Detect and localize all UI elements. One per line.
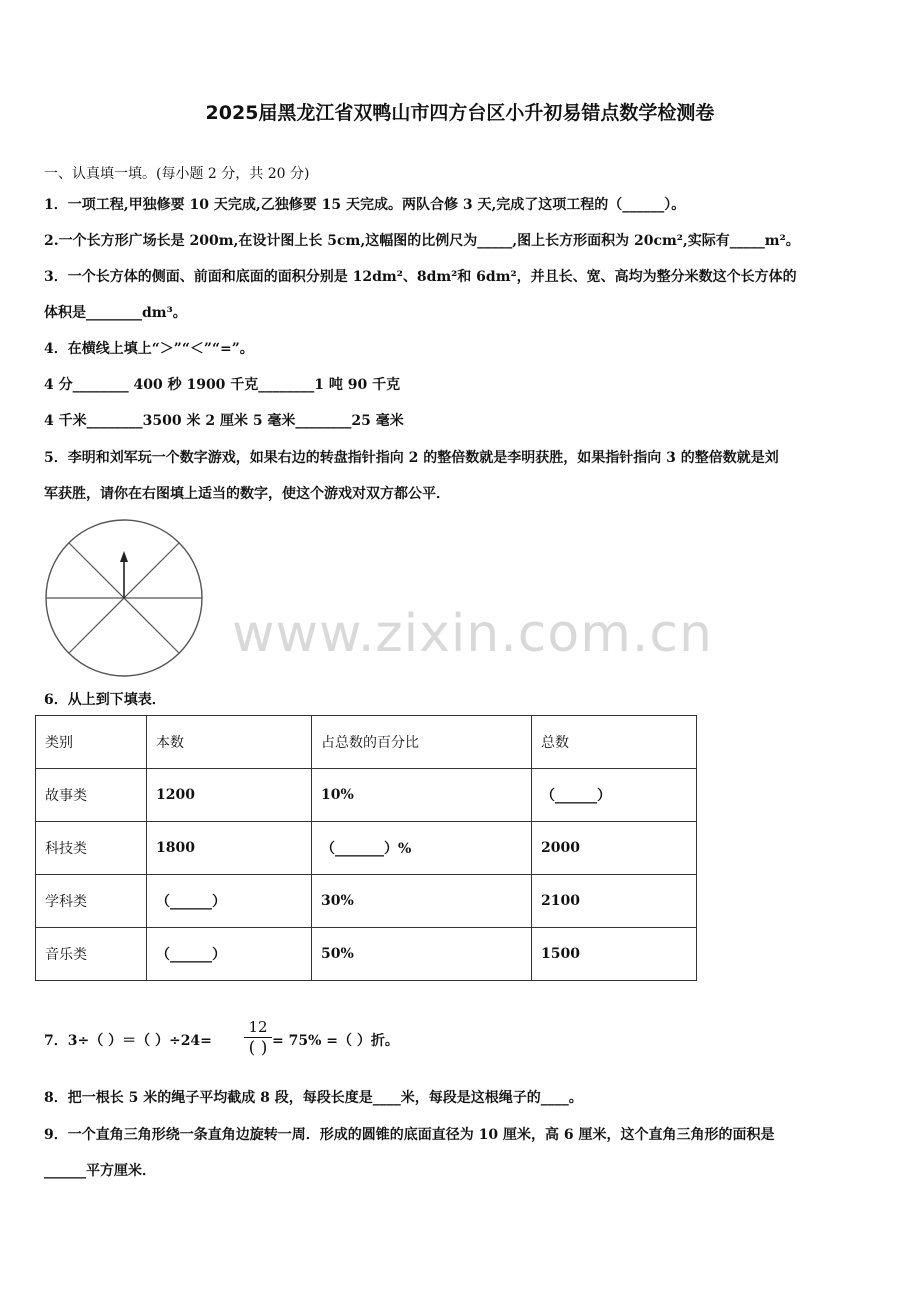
table-cell: 音乐类 [36,928,147,981]
question-4-row-1: 4 分________ 400 秒 1900 千克________1 吨 90 千克 [44,377,401,393]
question-9-line-2: ______平方厘米． [44,1163,156,1179]
table-cell: 30% [312,875,532,928]
table-row [36,822,697,875]
table-cell: 科技类 [36,822,147,875]
question-7-left: 7．3÷（ ）＝（ ）÷24= [44,1033,212,1049]
fraction-numerator: 12 [244,1018,272,1038]
table-row [36,928,697,981]
table-cell: （______） [147,875,312,928]
question-7-fraction [244,1018,272,1058]
question-8: 8．把一根长 5 米的绳子平均截成 8 段，每段长度是____米，每段是这根绳子的____。 [44,1090,583,1106]
spinner-diagram [42,516,206,680]
question-7-right: = 75% =（ ）折。 [272,1033,399,1049]
question-1: 1．一项工程,甲独修要 10 天完成,乙独修要 15 天完成。两队合修 3 天,完成了这项工程的（______）。 [44,197,686,213]
table-header-cell: 总数 [532,716,697,769]
table-cell: （_______）% [312,822,532,875]
table-cell: 学科类 [36,875,147,928]
table-cell: 1800 [147,822,312,875]
question-6: 6．从上到下填表． [44,692,166,708]
question-4: 4．在横线上填上“＞”“＜”“=”。 [44,341,254,357]
table-header-cell: 占总数的百分比 [312,716,532,769]
table-header-cell: 类别 [36,716,147,769]
watermark: www.zixin.com.cn [232,604,713,664]
table-cell: 2100 [532,875,697,928]
fraction-denominator: ( ) [248,1038,268,1058]
table-cell: 2000 [532,822,697,875]
question-9-line-1: 9．一个直角三角形绕一条直角边旋转一周．形成的圆锥的底面直径为 10 厘米，高 6 厘米，这个直角三角形的面积是 [44,1127,775,1143]
question-3-line-1: 3．一个长方体的侧面、前面和底面的面积分别是 12dm²、8dm²和 6dm²，并且长、宽、高均为整分米数这个长方体的 [44,269,797,285]
table-row [36,769,697,822]
question-3-line-2: 体积是________dm³。 [44,305,187,321]
question-5-line-2: 军获胜，请你在右图填上适当的数字，使这个游戏对双方都公平． [44,486,450,502]
table-cell: 故事类 [36,769,147,822]
table-cell: （______） [532,769,697,822]
question-4-row-2: 4 千米________3500 米 2 厘米 5 毫米________25 毫米 [44,413,404,429]
question-5-line-1: 5．李明和刘军玩一个数字游戏，如果右边的转盘指针指向 2 的整倍数就是李明获胜，如果指针指向 3 的整倍数就是刘 [44,450,779,466]
table-cell: 50% [312,928,532,981]
page-title: 2025届黑龙江省双鸭山市四方台区小升初易错点数学检测卷 [205,102,715,124]
table-cell: 1200 [147,769,312,822]
table-cell: 1500 [532,928,697,981]
table-cell: 10% [312,769,532,822]
spinner-pointer-arrowhead [120,551,128,562]
table-header-cell: 本数 [147,716,312,769]
table-header-row [36,716,697,769]
section-heading: 一、认真填一填。(每小题 2 分，共 20 分) [44,166,310,182]
table-cell: （______） [147,928,312,981]
question-2: 2.一个长方形广场长是 200m,在设计图上长 5cm,这幅图的比例尺为_____,图上长方形面积为 20cm²,实际有_____m²。 [44,233,800,249]
book-table [35,715,697,981]
table-row [36,875,697,928]
